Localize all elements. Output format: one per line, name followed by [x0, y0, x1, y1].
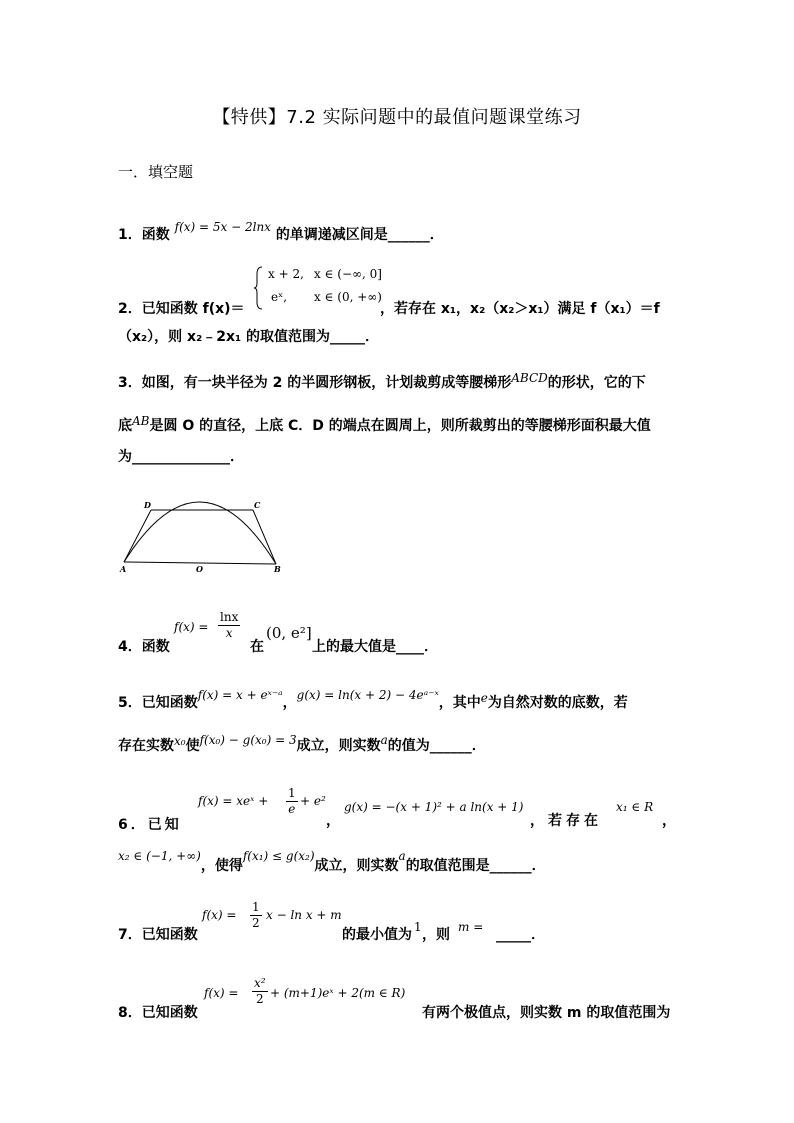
q7-mid: 的最小值为	[342, 927, 412, 943]
q7-f-lhs: f(x) =	[202, 908, 237, 922]
q8-numerator: x²	[254, 976, 266, 990]
q6-denominator: e	[288, 802, 296, 816]
q5-line2-b: 使	[185, 738, 200, 754]
q6-line2-b: 成立，则实数	[314, 858, 399, 874]
q4-fraction	[218, 610, 240, 641]
q3-line2-tail: 是圆 O 的直径，上底 C．D 的端点在圆周上，则所裁剪出的等腰梯形面积最大值	[149, 418, 651, 434]
q8-fraction	[252, 976, 268, 1007]
page-title: 【特供】7.2 实际问题中的最值问题课堂练习	[212, 107, 582, 128]
q4-mid: 在	[250, 639, 264, 655]
question-5-line-1	[118, 688, 628, 712]
q2-line1-tail: ，若存在 x₁，x₂（x₂＞x₁）满足 f（x₁）＝f	[380, 301, 660, 317]
q4-numerator: lnx	[220, 610, 239, 624]
q7-numerator: 1	[252, 900, 260, 914]
q5-line1-b: ，其中	[438, 695, 481, 711]
question-1	[118, 220, 444, 244]
q2-case2-expr: eˣ,	[271, 290, 288, 304]
q8-label: 8．已知函数	[118, 1005, 198, 1021]
q7-denominator: 2	[252, 916, 260, 930]
vertex-label-a: A	[120, 564, 127, 574]
q5-e-symbol: e	[480, 691, 488, 705]
q7-f-tail: x − ln x + m	[266, 908, 342, 922]
q4-tail: 上的最大值是____．	[312, 639, 438, 655]
q1-tail: 的单调递减区间是______．	[275, 227, 444, 243]
vertex-label-d: D	[144, 500, 151, 510]
q6-f-tail: + e²	[300, 794, 326, 808]
q6-f-lhs: f(x) = xeˣ +	[198, 794, 269, 808]
q5-g-expr: g(x) = ln(x + 2) − 4eᵃ⁻ˣ	[296, 688, 439, 702]
q6-comma: ，	[326, 813, 340, 829]
q7-label: 7．已知函数	[118, 927, 198, 943]
q7-one: 1	[414, 920, 422, 934]
q1-label: 1．函数	[118, 227, 170, 243]
q4-denominator: x	[225, 626, 233, 640]
q5-a-symbol: a	[380, 733, 388, 747]
q2-case2-domain: x ∈ (0, +∞)	[314, 290, 382, 304]
q1-formula: f(x) = 5x − 2lnx	[174, 220, 271, 234]
q7-mid2: ，则	[422, 927, 450, 943]
q8-tail: 有两个极值点，则实数 m 的取值范围为	[422, 1005, 671, 1021]
q5-label: 5．已知函数	[118, 695, 198, 711]
q7-tail: _____．	[496, 927, 545, 943]
q2-label: 2．已知函数 f(x)＝	[118, 301, 245, 317]
q6-x1: x₁ ∈ R	[616, 800, 654, 814]
trapezoid-figure	[114, 480, 294, 575]
question-3-line-2	[118, 415, 651, 435]
q5-line2-d: 的值为______．	[387, 738, 486, 754]
question-6-line-2	[118, 849, 546, 875]
q6-condition: f(x₁) ≤ g(x₂)	[242, 849, 315, 863]
center-label-o: O	[196, 564, 203, 574]
vertex-label-c: C	[254, 500, 261, 510]
q4-interval: (0, e²]	[266, 624, 312, 642]
q8-denominator: 2	[255, 992, 264, 1006]
question-3-line-1	[118, 372, 646, 392]
q7-m-eq: m =	[458, 920, 484, 934]
q5-line2-a: 存在实数	[118, 738, 174, 754]
q3-line1-tail: 的形状，它的下	[547, 375, 646, 391]
vertex-label-b: B	[274, 564, 281, 574]
q5-x0: x₀	[174, 734, 186, 748]
q2-case1-domain: x ∈ (−∞, 0]	[314, 267, 382, 281]
q3-line2-text: 底	[118, 418, 132, 434]
q5-line1-c: 为自然对数的底数，若	[487, 695, 628, 711]
question-5-line-2	[118, 735, 486, 755]
q3-base-symbol: AB	[132, 414, 150, 428]
q3-trapezoid-symbol: ABCD	[511, 371, 548, 385]
q6-fraction	[286, 786, 298, 817]
q5-condition: f(x₀) − g(x₀) = 3	[199, 733, 297, 747]
q6-line2-a: ，使得	[200, 858, 243, 874]
q2-line2: （x₂），则 x₂﹣2x₁ 的取值范围为_____．	[118, 329, 379, 345]
question-3-line-3: 为______________．	[118, 449, 244, 465]
q2-case1-expr: x + 2,	[268, 267, 304, 281]
q5-line2-c: 成立，则实数	[296, 738, 381, 754]
q8-f-lhs: f(x) =	[204, 986, 239, 1000]
q6-line1-c: ，	[662, 813, 676, 829]
q6-label: 6．已知	[118, 817, 182, 833]
q6-g-expr: g(x) = −(x + 1)² + a ln(x + 1)	[344, 800, 524, 814]
q4-label: 4．函数	[118, 639, 170, 655]
q6-line1-b: ，若存在	[530, 813, 602, 829]
q7-fraction	[250, 900, 262, 931]
q5-f-expr: f(x) = x + eˣ⁻ᵃ	[197, 688, 283, 702]
q8-f-tail: + (m+1)eˣ + 2(m ∈ R)	[270, 986, 406, 1000]
section-heading: 一．填空题	[118, 163, 194, 181]
q4-f-lhs: f(x) =	[174, 620, 209, 634]
brace-icon	[254, 266, 264, 310]
q6-x2: x₂ ∈ (−1, +∞)	[118, 849, 201, 863]
q5-comma: ，	[282, 695, 297, 711]
q3-line1-text: 3．如图，有一块半径为 2 的半圆形钢板，计划裁剪成等腰梯形	[118, 375, 512, 391]
q6-line2-c: 的取值范围是______．	[405, 858, 546, 874]
q6-a-symbol: a	[398, 849, 406, 863]
q6-numerator: 1	[288, 786, 296, 800]
